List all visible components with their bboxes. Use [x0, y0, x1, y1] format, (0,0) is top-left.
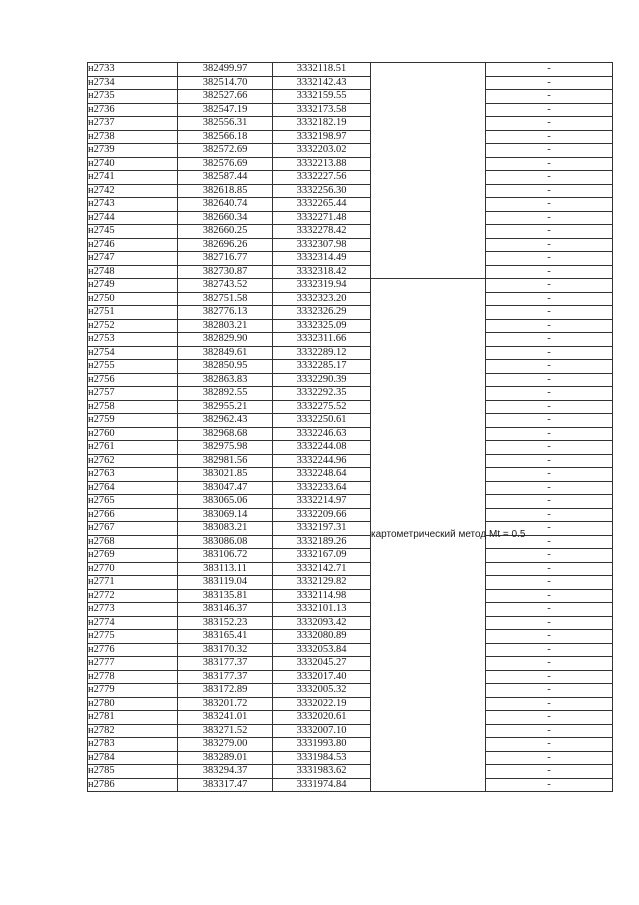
point-name-cell: н2785	[88, 765, 178, 779]
accuracy-cell: -	[486, 346, 613, 360]
accuracy-cell: -	[486, 90, 613, 104]
y-coordinate-cell: 3332227.56	[273, 171, 371, 185]
accuracy-cell: -	[486, 414, 613, 428]
table-row	[88, 535, 613, 549]
point-name-cell: н2777	[88, 657, 178, 671]
accuracy-cell: -	[486, 549, 613, 563]
table-row	[88, 373, 613, 387]
x-coordinate-cell: 382556.31	[178, 117, 273, 131]
accuracy-cell: -	[486, 441, 613, 455]
point-name-cell: н2738	[88, 130, 178, 144]
y-coordinate-cell: 3332020.61	[273, 711, 371, 725]
x-coordinate-cell: 382640.74	[178, 198, 273, 212]
table-row	[88, 697, 613, 711]
table-row	[88, 576, 613, 590]
accuracy-cell: -	[486, 144, 613, 158]
method-cell	[371, 63, 486, 279]
table-row	[88, 778, 613, 792]
table-row	[88, 184, 613, 198]
x-coordinate-cell: 382514.70	[178, 76, 273, 90]
x-coordinate-cell: 383317.47	[178, 778, 273, 792]
point-name-cell: н2766	[88, 508, 178, 522]
x-coordinate-cell: 383135.81	[178, 589, 273, 603]
x-coordinate-cell: 383289.01	[178, 751, 273, 765]
y-coordinate-cell: 3332250.61	[273, 414, 371, 428]
table-row	[88, 441, 613, 455]
x-coordinate-cell: 383047.47	[178, 481, 273, 495]
point-name-cell: н2748	[88, 265, 178, 279]
y-coordinate-cell: 3332007.10	[273, 724, 371, 738]
x-coordinate-cell: 383119.04	[178, 576, 273, 590]
table-row	[88, 616, 613, 630]
point-name-cell: н2735	[88, 90, 178, 104]
accuracy-cell: -	[486, 643, 613, 657]
y-coordinate-cell: 3332197.31	[273, 522, 371, 536]
x-coordinate-cell: 382660.25	[178, 225, 273, 239]
accuracy-cell: -	[486, 616, 613, 630]
y-coordinate-cell: 3332325.09	[273, 319, 371, 333]
x-coordinate-cell: 382527.66	[178, 90, 273, 104]
y-coordinate-cell: 3332314.49	[273, 252, 371, 266]
y-coordinate-cell: 3332307.98	[273, 238, 371, 252]
accuracy-cell: -	[486, 684, 613, 698]
table-row	[88, 252, 613, 266]
table-row	[88, 360, 613, 374]
accuracy-cell: -	[486, 76, 613, 90]
table-row	[88, 549, 613, 563]
x-coordinate-cell: 382696.26	[178, 238, 273, 252]
accuracy-cell: -	[486, 711, 613, 725]
y-coordinate-cell: 3332318.42	[273, 265, 371, 279]
accuracy-cell: -	[486, 562, 613, 576]
y-coordinate-cell: 3332246.63	[273, 427, 371, 441]
accuracy-cell: -	[486, 306, 613, 320]
point-name-cell: н2749	[88, 279, 178, 293]
accuracy-cell: -	[486, 225, 613, 239]
point-name-cell: н2755	[88, 360, 178, 374]
table-row	[88, 495, 613, 509]
accuracy-cell: -	[486, 481, 613, 495]
accuracy-cell: -	[486, 765, 613, 779]
table-row	[88, 117, 613, 131]
table-row	[88, 76, 613, 90]
accuracy-cell: -	[486, 670, 613, 684]
x-coordinate-cell: 382618.85	[178, 184, 273, 198]
y-coordinate-cell: 3332101.13	[273, 603, 371, 617]
point-name-cell: н2765	[88, 495, 178, 509]
x-coordinate-cell: 383083.21	[178, 522, 273, 536]
accuracy-cell: -	[486, 265, 613, 279]
point-name-cell: н2782	[88, 724, 178, 738]
point-name-cell: н2771	[88, 576, 178, 590]
accuracy-cell: -	[486, 508, 613, 522]
y-coordinate-cell: 3332213.88	[273, 157, 371, 171]
y-coordinate-cell: 3332142.43	[273, 76, 371, 90]
y-coordinate-cell: 3332275.52	[273, 400, 371, 414]
table-row	[88, 265, 613, 279]
table-row	[88, 319, 613, 333]
accuracy-cell: -	[486, 454, 613, 468]
accuracy-cell: -	[486, 333, 613, 347]
point-name-cell: н2754	[88, 346, 178, 360]
accuracy-cell: -	[486, 184, 613, 198]
accuracy-cell: -	[486, 738, 613, 752]
accuracy-cell: -	[486, 252, 613, 266]
y-coordinate-cell: 3332080.89	[273, 630, 371, 644]
point-name-cell: н2733	[88, 63, 178, 77]
point-name-cell: н2768	[88, 535, 178, 549]
y-coordinate-cell: 3332198.97	[273, 130, 371, 144]
table-row	[88, 211, 613, 225]
table-row	[88, 643, 613, 657]
x-coordinate-cell: 382829.90	[178, 333, 273, 347]
accuracy-cell: -	[486, 495, 613, 509]
point-name-cell: н2770	[88, 562, 178, 576]
y-coordinate-cell: 3332017.40	[273, 670, 371, 684]
x-coordinate-cell: 382499.97	[178, 63, 273, 77]
table-row	[88, 238, 613, 252]
accuracy-cell: -	[486, 400, 613, 414]
x-coordinate-cell: 382981.56	[178, 454, 273, 468]
point-name-cell: н2740	[88, 157, 178, 171]
x-coordinate-cell: 382850.95	[178, 360, 273, 374]
y-coordinate-cell: 3332167.09	[273, 549, 371, 563]
x-coordinate-cell: 382730.87	[178, 265, 273, 279]
x-coordinate-cell: 382743.52	[178, 279, 273, 293]
point-name-cell: н2775	[88, 630, 178, 644]
point-name-cell: н2737	[88, 117, 178, 131]
accuracy-cell: -	[486, 576, 613, 590]
point-name-cell: н2753	[88, 333, 178, 347]
point-name-cell: н2779	[88, 684, 178, 698]
method-label: картометрический метод Mt = 0.5	[371, 528, 526, 540]
table-row	[88, 279, 613, 293]
point-name-cell: н2774	[88, 616, 178, 630]
x-coordinate-cell: 383021.85	[178, 468, 273, 482]
y-coordinate-cell: 3332311.66	[273, 333, 371, 347]
y-coordinate-cell: 3332265.44	[273, 198, 371, 212]
y-coordinate-cell: 3332289.12	[273, 346, 371, 360]
y-coordinate-cell: 3331993.80	[273, 738, 371, 752]
y-coordinate-cell: 3332323.20	[273, 292, 371, 306]
point-name-cell: н2759	[88, 414, 178, 428]
point-name-cell: н2750	[88, 292, 178, 306]
x-coordinate-cell: 383170.32	[178, 643, 273, 657]
y-coordinate-cell: 3332189.26	[273, 535, 371, 549]
point-name-cell: н2778	[88, 670, 178, 684]
y-coordinate-cell: 3332005.32	[273, 684, 371, 698]
x-coordinate-cell: 383241.01	[178, 711, 273, 725]
y-coordinate-cell: 3332114.98	[273, 589, 371, 603]
accuracy-cell: -	[486, 130, 613, 144]
coordinates-table-body	[88, 63, 613, 792]
x-coordinate-cell: 382892.55	[178, 387, 273, 401]
table-row	[88, 427, 613, 441]
point-name-cell: н2745	[88, 225, 178, 239]
point-name-cell: н2762	[88, 454, 178, 468]
table-row	[88, 387, 613, 401]
coordinates-table	[87, 62, 613, 792]
accuracy-cell: -	[486, 360, 613, 374]
accuracy-cell: -	[486, 427, 613, 441]
x-coordinate-cell: 382975.98	[178, 441, 273, 455]
table-row	[88, 171, 613, 185]
point-name-cell: н2756	[88, 373, 178, 387]
x-coordinate-cell: 383069.14	[178, 508, 273, 522]
y-coordinate-cell: 3331984.53	[273, 751, 371, 765]
accuracy-cell: -	[486, 589, 613, 603]
x-coordinate-cell: 382572.69	[178, 144, 273, 158]
table-row	[88, 765, 613, 779]
accuracy-cell: -	[486, 117, 613, 131]
table-row	[88, 103, 613, 117]
accuracy-cell: -	[486, 319, 613, 333]
table-row	[88, 751, 613, 765]
y-coordinate-cell: 3332159.55	[273, 90, 371, 104]
accuracy-cell: -	[486, 279, 613, 293]
point-name-cell: н2784	[88, 751, 178, 765]
x-coordinate-cell: 382849.61	[178, 346, 273, 360]
x-coordinate-cell: 383177.37	[178, 670, 273, 684]
x-coordinate-cell: 382587.44	[178, 171, 273, 185]
table-row	[88, 630, 613, 644]
accuracy-cell: -	[486, 373, 613, 387]
table-row	[88, 603, 613, 617]
x-coordinate-cell: 383294.37	[178, 765, 273, 779]
point-name-cell: н2741	[88, 171, 178, 185]
x-coordinate-cell: 383177.37	[178, 657, 273, 671]
table-row	[88, 130, 613, 144]
y-coordinate-cell: 3332248.64	[273, 468, 371, 482]
table-row	[88, 481, 613, 495]
accuracy-cell: -	[486, 103, 613, 117]
y-coordinate-cell: 3331974.84	[273, 778, 371, 792]
table-row	[88, 522, 613, 536]
table-row	[88, 292, 613, 306]
y-coordinate-cell: 3332214.97	[273, 495, 371, 509]
point-name-cell: н2752	[88, 319, 178, 333]
y-coordinate-cell: 3332292.35	[273, 387, 371, 401]
table-row	[88, 670, 613, 684]
accuracy-cell: -	[486, 657, 613, 671]
point-name-cell: н2764	[88, 481, 178, 495]
x-coordinate-cell: 382576.69	[178, 157, 273, 171]
point-name-cell: н2751	[88, 306, 178, 320]
y-coordinate-cell: 3332182.19	[273, 117, 371, 131]
point-name-cell: н2780	[88, 697, 178, 711]
accuracy-cell: -	[486, 171, 613, 185]
point-name-cell: н2743	[88, 198, 178, 212]
table-row	[88, 198, 613, 212]
x-coordinate-cell: 383165.41	[178, 630, 273, 644]
point-name-cell: н2739	[88, 144, 178, 158]
y-coordinate-cell: 3332093.42	[273, 616, 371, 630]
accuracy-cell: -	[486, 63, 613, 77]
accuracy-cell: -	[486, 778, 613, 792]
table-row	[88, 90, 613, 104]
point-name-cell: н2767	[88, 522, 178, 536]
x-coordinate-cell: 382776.13	[178, 306, 273, 320]
table-row	[88, 400, 613, 414]
table-row	[88, 306, 613, 320]
point-name-cell: н2773	[88, 603, 178, 617]
table-row	[88, 63, 613, 77]
accuracy-cell: -	[486, 157, 613, 171]
point-name-cell: н2734	[88, 76, 178, 90]
point-name-cell: н2763	[88, 468, 178, 482]
accuracy-cell: -	[486, 522, 613, 536]
accuracy-cell: -	[486, 387, 613, 401]
point-name-cell: н2776	[88, 643, 178, 657]
table-row	[88, 454, 613, 468]
x-coordinate-cell: 382968.68	[178, 427, 273, 441]
x-coordinate-cell: 383271.52	[178, 724, 273, 738]
y-coordinate-cell: 3332173.58	[273, 103, 371, 117]
x-coordinate-cell: 382803.21	[178, 319, 273, 333]
x-coordinate-cell: 383152.23	[178, 616, 273, 630]
x-coordinate-cell: 382962.43	[178, 414, 273, 428]
y-coordinate-cell: 3332290.39	[273, 373, 371, 387]
method-cell	[371, 279, 526, 792]
y-coordinate-cell: 3332129.82	[273, 576, 371, 590]
y-coordinate-cell: 3332326.29	[273, 306, 371, 320]
x-coordinate-cell: 382751.58	[178, 292, 273, 306]
point-name-cell: н2736	[88, 103, 178, 117]
accuracy-cell: -	[486, 468, 613, 482]
x-coordinate-cell: 383065.06	[178, 495, 273, 509]
table-row	[88, 157, 613, 171]
table-row	[88, 657, 613, 671]
x-coordinate-cell: 383086.08	[178, 535, 273, 549]
table-row	[88, 711, 613, 725]
point-name-cell: н2760	[88, 427, 178, 441]
x-coordinate-cell: 382566.18	[178, 130, 273, 144]
point-name-cell: н2757	[88, 387, 178, 401]
table-row	[88, 589, 613, 603]
y-coordinate-cell: 3332233.64	[273, 481, 371, 495]
y-coordinate-cell: 3332319.94	[273, 279, 371, 293]
accuracy-cell: -	[486, 751, 613, 765]
table-row	[88, 414, 613, 428]
table-row	[88, 468, 613, 482]
point-name-cell: н2783	[88, 738, 178, 752]
x-coordinate-cell: 383113.11	[178, 562, 273, 576]
y-coordinate-cell: 3332118.51	[273, 63, 371, 77]
table-row	[88, 346, 613, 360]
accuracy-cell: -	[486, 603, 613, 617]
y-coordinate-cell: 3332053.84	[273, 643, 371, 657]
accuracy-cell: -	[486, 198, 613, 212]
table-row	[88, 738, 613, 752]
y-coordinate-cell: 3332045.27	[273, 657, 371, 671]
point-name-cell: н2742	[88, 184, 178, 198]
table-row	[88, 508, 613, 522]
table-row	[88, 724, 613, 738]
y-coordinate-cell: 3332209.66	[273, 508, 371, 522]
x-coordinate-cell: 383106.72	[178, 549, 273, 563]
y-coordinate-cell: 3332285.17	[273, 360, 371, 374]
x-coordinate-cell: 382660.34	[178, 211, 273, 225]
x-coordinate-cell: 383146.37	[178, 603, 273, 617]
accuracy-cell: -	[486, 211, 613, 225]
y-coordinate-cell: 3332244.96	[273, 454, 371, 468]
accuracy-cell: -	[486, 535, 613, 549]
accuracy-cell: -	[486, 630, 613, 644]
point-name-cell: н2772	[88, 589, 178, 603]
table-row	[88, 225, 613, 239]
point-name-cell: н2781	[88, 711, 178, 725]
x-coordinate-cell: 382716.77	[178, 252, 273, 266]
y-coordinate-cell: 3332022.19	[273, 697, 371, 711]
x-coordinate-cell: 383279.00	[178, 738, 273, 752]
x-coordinate-cell: 382547.19	[178, 103, 273, 117]
y-coordinate-cell: 3331983.62	[273, 765, 371, 779]
accuracy-cell: -	[486, 697, 613, 711]
table-row	[88, 144, 613, 158]
x-coordinate-cell: 383201.72	[178, 697, 273, 711]
point-name-cell: н2786	[88, 778, 178, 792]
y-coordinate-cell: 3332256.30	[273, 184, 371, 198]
accuracy-cell: -	[486, 724, 613, 738]
table-row	[88, 562, 613, 576]
y-coordinate-cell: 3332271.48	[273, 211, 371, 225]
y-coordinate-cell: 3332244.08	[273, 441, 371, 455]
table-row	[88, 684, 613, 698]
point-name-cell: н2746	[88, 238, 178, 252]
accuracy-cell: -	[486, 238, 613, 252]
x-coordinate-cell: 383172.89	[178, 684, 273, 698]
point-name-cell: н2761	[88, 441, 178, 455]
point-name-cell: н2747	[88, 252, 178, 266]
x-coordinate-cell: 382863.83	[178, 373, 273, 387]
table-row	[88, 333, 613, 347]
y-coordinate-cell: 3332142.71	[273, 562, 371, 576]
y-coordinate-cell: 3332278.42	[273, 225, 371, 239]
point-name-cell: н2769	[88, 549, 178, 563]
x-coordinate-cell: 382955.21	[178, 400, 273, 414]
accuracy-cell: -	[486, 292, 613, 306]
y-coordinate-cell: 3332203.02	[273, 144, 371, 158]
point-name-cell: н2744	[88, 211, 178, 225]
point-name-cell: н2758	[88, 400, 178, 414]
